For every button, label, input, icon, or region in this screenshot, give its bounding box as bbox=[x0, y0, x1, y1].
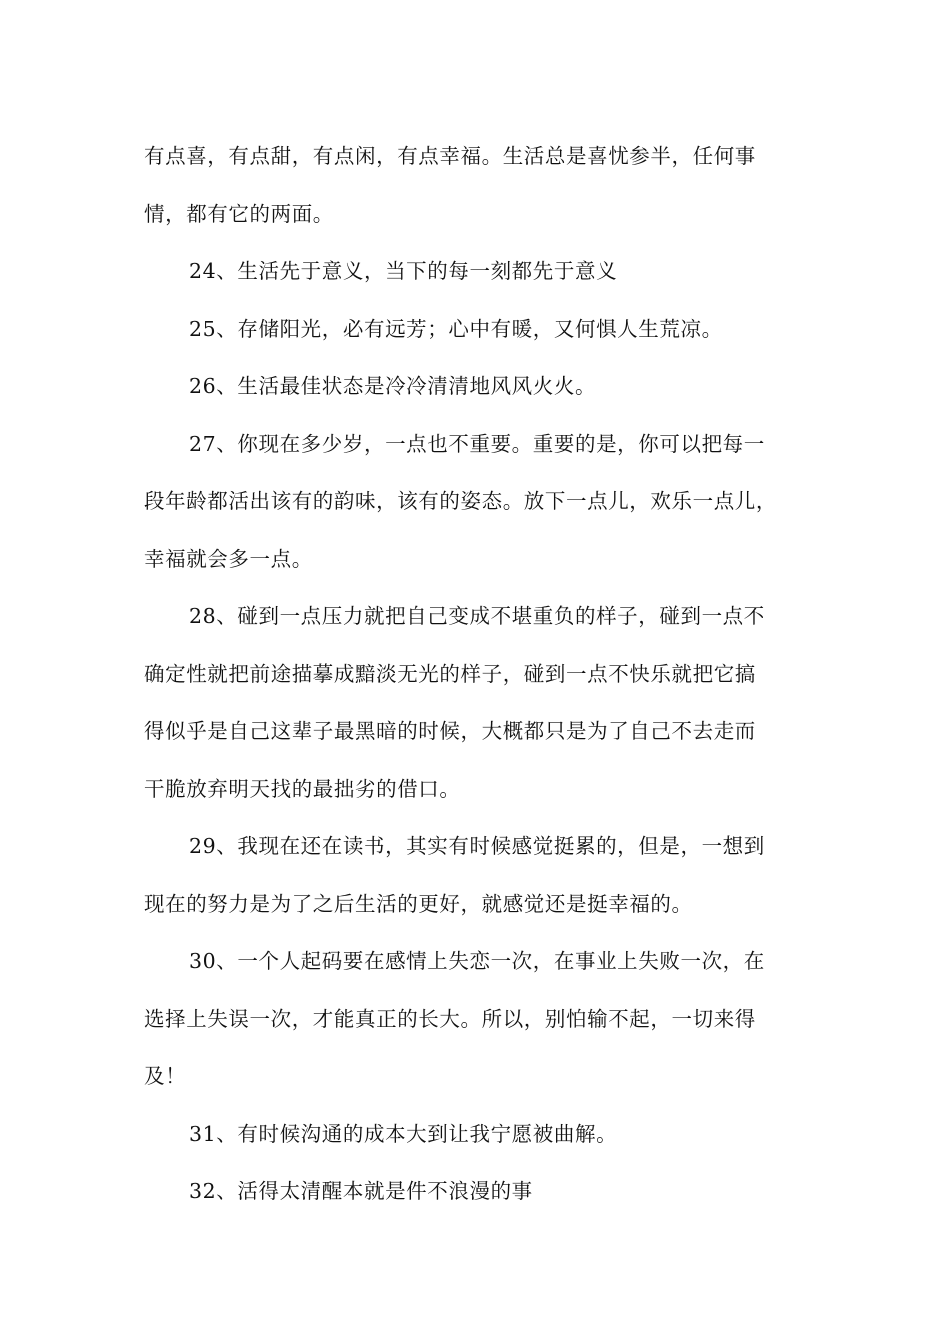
quote-32: 32、活得太清醒本就是件不浪漫的事 bbox=[189, 1179, 533, 1203]
paragraph-line: 幸福就会多一点。 bbox=[144, 546, 313, 571]
paragraph-line: 得似乎是自己这辈子最黑暗的时候，大概都只是为了自己不去走而 bbox=[144, 719, 756, 743]
quote-30: 30、一个人起码要在感情上失恋一次，在事业上失败一次，在 bbox=[189, 949, 765, 973]
paragraph-line: 及！ bbox=[144, 1064, 187, 1088]
paragraph-line: 段年龄都活出该有的韵味，该有的姿态。放下一点儿，欢乐一点儿， bbox=[144, 489, 777, 513]
quote-29: 29、我现在还在读书，其实有时候感觉挺累的，但是，一想到 bbox=[189, 834, 765, 858]
paragraph-line: 情，都有它的两面。 bbox=[144, 201, 334, 226]
quote-28: 28、碰到一点压力就把自己变成不堪重负的样子，碰到一点不 bbox=[189, 604, 765, 628]
quote-31: 31、有时候沟通的成本大到让我宁愿被曲解。 bbox=[189, 1121, 618, 1146]
paragraph-line: 干脆放弃明天找的最拙劣的借口。 bbox=[144, 776, 461, 801]
quote-26: 26、生活最佳状态是冷冷清清地风风火火。 bbox=[189, 374, 597, 398]
paragraph-line: 选择上失误一次，才能真正的长大。所以，别怕输不起，一切来得 bbox=[144, 1006, 756, 1031]
quote-25: 25、存储阳光，必有远芳；心中有暖，又何惧人生荒凉。 bbox=[189, 316, 723, 341]
quote-24: 24、生活先于意义，当下的每一刻都先于意义 bbox=[189, 259, 618, 283]
paragraph-line: 现在的努力是为了之后生活的更好，就感觉还是挺幸福的。 bbox=[144, 891, 693, 916]
document-body bbox=[144, 128, 824, 1221]
paragraph-line: 有点喜，有点甜，有点闲，有点幸福。生活总是喜忧参半，任何事 bbox=[144, 144, 756, 168]
paragraph-line: 确定性就把前途描摹成黯淡无光的样子，碰到一点不快乐就把它搞 bbox=[144, 661, 756, 686]
quote-27: 27、你现在多少岁，一点也不重要。重要的是，你可以把每一 bbox=[189, 431, 765, 456]
